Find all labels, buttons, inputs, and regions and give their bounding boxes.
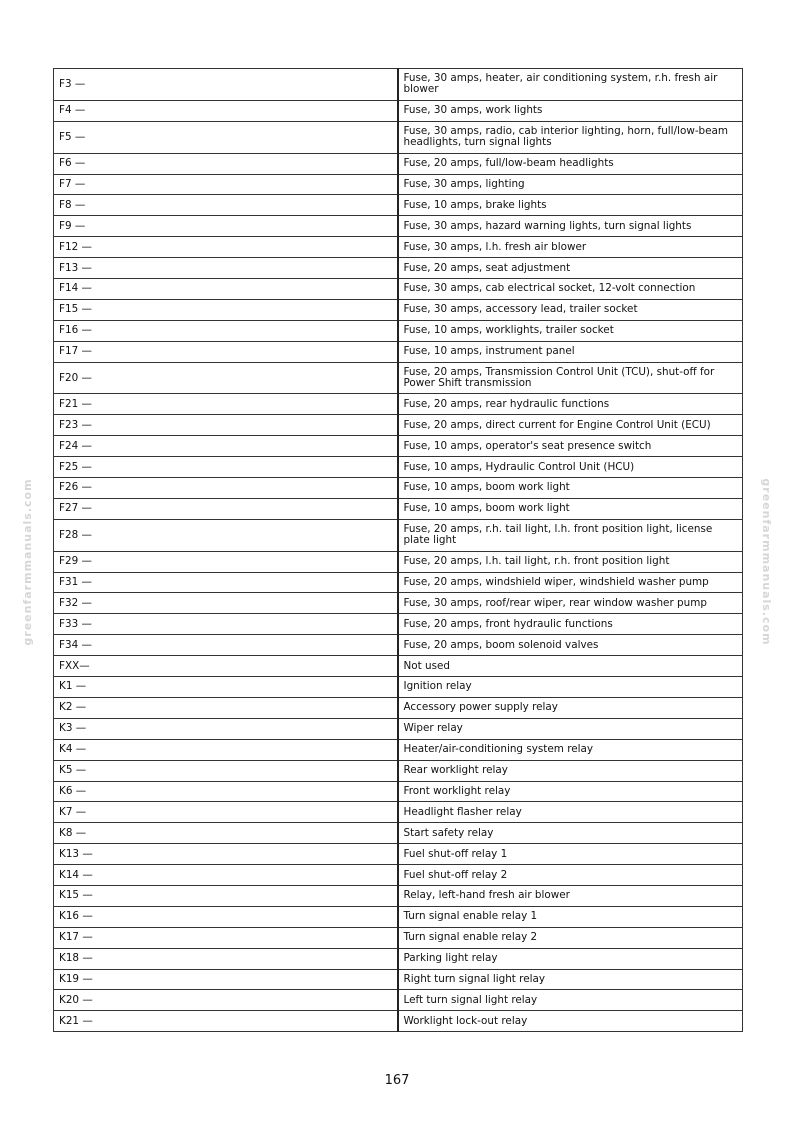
component-code: F4 — xyxy=(54,100,398,121)
component-code: K6 — xyxy=(54,781,398,802)
table-row xyxy=(54,927,743,948)
table-row xyxy=(54,781,743,802)
table-row xyxy=(54,969,743,990)
component-description: Fuse, 20 amps, seat adjustment xyxy=(398,258,743,279)
table-row xyxy=(54,593,743,614)
component-code: F34 — xyxy=(54,635,398,656)
table-row xyxy=(54,823,743,844)
component-code: K21 — xyxy=(54,1011,398,1032)
component-description: Not used xyxy=(398,656,743,677)
component-description: Relay, left-hand fresh air blower xyxy=(398,885,743,906)
component-code: K1 — xyxy=(54,677,398,698)
table-row xyxy=(54,739,743,760)
page-number: 167 xyxy=(384,1073,410,1088)
component-code: K14 — xyxy=(54,865,398,886)
table-row xyxy=(54,948,743,969)
table-row xyxy=(54,802,743,823)
component-code: K19 — xyxy=(54,969,398,990)
component-code: F14 — xyxy=(54,279,398,300)
table-row xyxy=(54,677,743,698)
table-row xyxy=(54,718,743,739)
component-description: Fuse, 20 amps, r.h. tail light, l.h. front position light, license plate light xyxy=(398,519,743,551)
component-description: Fuse, 30 amps, cab electrical socket, 12-volt connection xyxy=(398,279,743,300)
table-row xyxy=(54,498,743,519)
component-code: K2 — xyxy=(54,697,398,718)
component-code: K20 — xyxy=(54,990,398,1011)
table-row xyxy=(54,635,743,656)
component-description: Ignition relay xyxy=(398,677,743,698)
component-description: Fuse, 10 amps, brake lights xyxy=(398,195,743,216)
component-code: F27 — xyxy=(54,498,398,519)
component-code: F32 — xyxy=(54,593,398,614)
table-row xyxy=(54,760,743,781)
table-row xyxy=(54,258,743,279)
table-row xyxy=(54,865,743,886)
table-row xyxy=(54,299,743,320)
component-code: K13 — xyxy=(54,844,398,865)
component-code: F7 — xyxy=(54,174,398,195)
component-code: F12 — xyxy=(54,237,398,258)
component-description: Front worklight relay xyxy=(398,781,743,802)
component-description: Fuse, 10 amps, Hydraulic Control Unit (HCU) xyxy=(398,457,743,478)
table-row xyxy=(54,362,743,394)
table-row xyxy=(54,216,743,237)
component-description: Fuse, 30 amps, accessory lead, trailer socket xyxy=(398,299,743,320)
component-description: Headlight flasher relay xyxy=(398,802,743,823)
component-description: Fuse, 10 amps, operator's seat presence switch xyxy=(398,436,743,457)
table-row xyxy=(54,237,743,258)
table-row xyxy=(54,906,743,927)
component-description: Fuse, 30 amps, radio, cab interior lighting, horn, full/low-beam headlights, turn signal lights xyxy=(398,121,743,153)
component-code: F28 — xyxy=(54,519,398,551)
component-code: F8 — xyxy=(54,195,398,216)
component-code: F25 — xyxy=(54,457,398,478)
table-row xyxy=(54,341,743,362)
table-row xyxy=(54,656,743,677)
component-code: F6 — xyxy=(54,153,398,174)
component-code: K4 — xyxy=(54,739,398,760)
table-row xyxy=(54,697,743,718)
component-description: Fuse, 30 amps, hazard warning lights, turn signal lights xyxy=(398,216,743,237)
component-code: F26 — xyxy=(54,478,398,499)
component-code: F20 — xyxy=(54,362,398,394)
table-row xyxy=(54,100,743,121)
table-row xyxy=(54,394,743,415)
table-row xyxy=(54,885,743,906)
component-description: Fuse, 20 amps, windshield wiper, windshield washer pump xyxy=(398,572,743,593)
component-description: Start safety relay xyxy=(398,823,743,844)
component-code: F33 — xyxy=(54,614,398,635)
component-description: Fuse, 10 amps, boom work light xyxy=(398,478,743,499)
component-description: Fuse, 20 amps, full/low-beam headlights xyxy=(398,153,743,174)
component-description: Worklight lock-out relay xyxy=(398,1011,743,1032)
component-code: K15 — xyxy=(54,885,398,906)
component-description: Turn signal enable relay 1 xyxy=(398,906,743,927)
component-code: F31 — xyxy=(54,572,398,593)
component-description: Wiper relay xyxy=(398,718,743,739)
table-row xyxy=(54,320,743,341)
watermark-left: greenfarmmanuals.com xyxy=(21,478,34,646)
component-description: Fuse, 20 amps, front hydraulic functions xyxy=(398,614,743,635)
fuse-relay-table xyxy=(53,68,743,1032)
component-description: Fuse, 10 amps, worklights, trailer socket xyxy=(398,320,743,341)
table-row xyxy=(54,572,743,593)
component-description: Fuse, 20 amps, l.h. tail light, r.h. front position light xyxy=(398,551,743,572)
component-description: Rear worklight relay xyxy=(398,760,743,781)
component-code: F23 — xyxy=(54,415,398,436)
component-code: F16 — xyxy=(54,320,398,341)
component-code: K7 — xyxy=(54,802,398,823)
component-code: K16 — xyxy=(54,906,398,927)
component-description: Left turn signal light relay xyxy=(398,990,743,1011)
component-code: K17 — xyxy=(54,927,398,948)
table-body xyxy=(54,69,743,1032)
component-code: F24 — xyxy=(54,436,398,457)
component-description: Heater/air-conditioning system relay xyxy=(398,739,743,760)
component-description: Fuse, 20 amps, Transmission Control Unit (TCU), shut-off for Power Shift transmission xyxy=(398,362,743,394)
component-description: Fuse, 20 amps, direct current for Engine Control Unit (ECU) xyxy=(398,415,743,436)
component-code: K3 — xyxy=(54,718,398,739)
component-description: Fuse, 30 amps, l.h. fresh air blower xyxy=(398,237,743,258)
component-code: F13 — xyxy=(54,258,398,279)
component-code: K18 — xyxy=(54,948,398,969)
component-code: F15 — xyxy=(54,299,398,320)
table-row xyxy=(54,153,743,174)
table-row xyxy=(54,121,743,153)
component-description: Parking light relay xyxy=(398,948,743,969)
component-code: F9 — xyxy=(54,216,398,237)
component-description: Turn signal enable relay 2 xyxy=(398,927,743,948)
table-row xyxy=(54,990,743,1011)
component-code: K5 — xyxy=(54,760,398,781)
component-description: Fuse, 20 amps, boom solenoid valves xyxy=(398,635,743,656)
component-code: F3 — xyxy=(54,69,398,101)
table-row xyxy=(54,614,743,635)
component-description: Fuel shut-off relay 2 xyxy=(398,865,743,886)
component-description: Fuse, 30 amps, work lights xyxy=(398,100,743,121)
watermark-right: greenfarmmanuals.com xyxy=(760,478,773,646)
component-description: Fuse, 10 amps, boom work light xyxy=(398,498,743,519)
table-row xyxy=(54,519,743,551)
table-row xyxy=(54,279,743,300)
component-description: Fuel shut-off relay 1 xyxy=(398,844,743,865)
table-row xyxy=(54,195,743,216)
table-row xyxy=(54,69,743,101)
component-description: Fuse, 30 amps, roof/rear wiper, rear window washer pump xyxy=(398,593,743,614)
component-code: F5 — xyxy=(54,121,398,153)
table-row xyxy=(54,457,743,478)
component-description: Right turn signal light relay xyxy=(398,969,743,990)
table-row xyxy=(54,174,743,195)
component-description: Accessory power supply relay xyxy=(398,697,743,718)
component-code: FXX— xyxy=(54,656,398,677)
component-description: Fuse, 10 amps, instrument panel xyxy=(398,341,743,362)
component-code: K8 — xyxy=(54,823,398,844)
table-row xyxy=(54,551,743,572)
component-description: Fuse, 30 amps, heater, air conditioning system, r.h. fresh air blower xyxy=(398,69,743,101)
component-description: Fuse, 30 amps, lighting xyxy=(398,174,743,195)
table-row xyxy=(54,436,743,457)
table-row xyxy=(54,844,743,865)
table-row xyxy=(54,1011,743,1032)
component-code: F21 — xyxy=(54,394,398,415)
component-description: Fuse, 20 amps, rear hydraulic functions xyxy=(398,394,743,415)
component-code: F29 — xyxy=(54,551,398,572)
table-row xyxy=(54,478,743,499)
table-row xyxy=(54,415,743,436)
component-code: F17 — xyxy=(54,341,398,362)
